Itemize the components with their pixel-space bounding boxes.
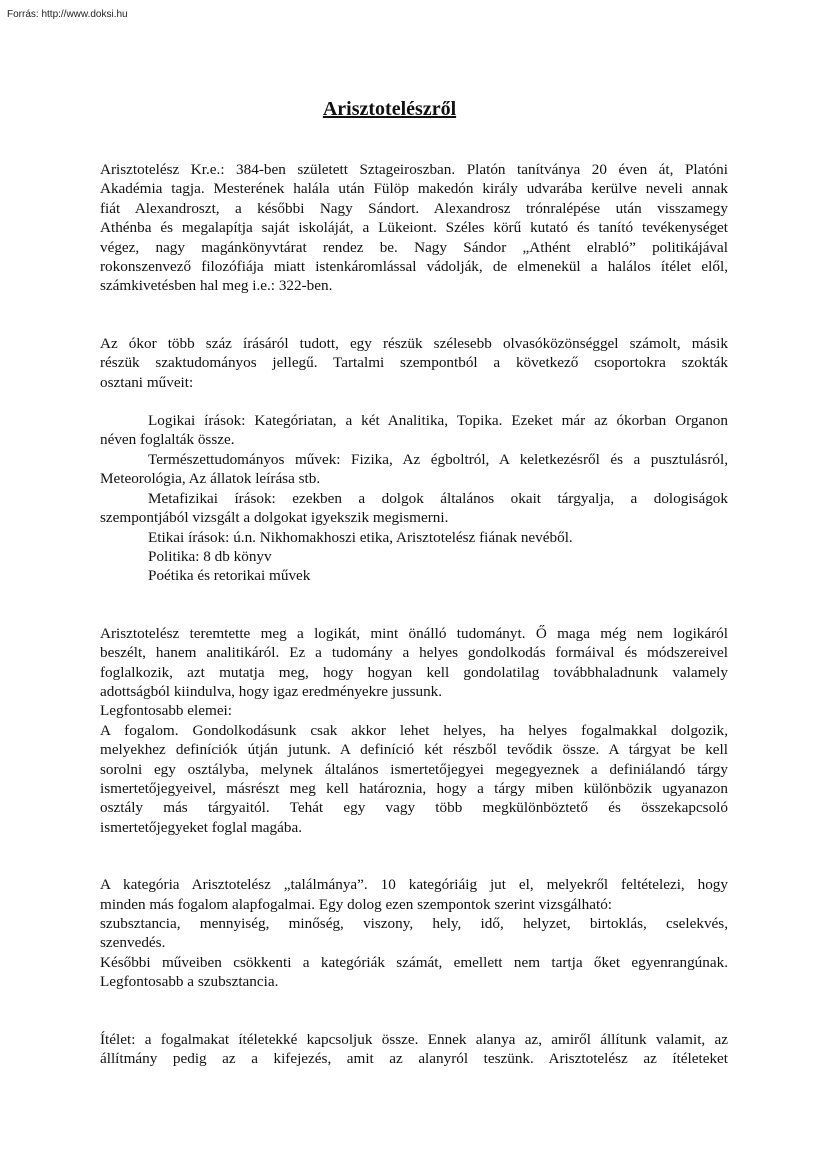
source-note: Forrás: http://www.doksi.hu: [7, 9, 128, 20]
text-line: A kategória Arisztotelész „találmánya”. 10 kategóriáig jut el, melyekről feltételezi, hogy: [100, 876, 728, 894]
text-line: Arisztotelész Kr.e.: 384-ben született Sztageiroszban. Platón tanítványa 20 éven át, Platóni: [100, 161, 728, 178]
paragraph-logic: [100, 624, 728, 721]
text-line: Athénba és megalapítja saját iskoláját, a Lükeiont. Széles körű kutató és tanító tevékenységet: [100, 219, 728, 237]
paragraph-categories: [100, 875, 728, 991]
text-line: osztani műveit:: [100, 373, 194, 391]
paragraph-judgment: [100, 1030, 728, 1069]
text-line: ismertetőjegyeivel, másrészt meg kell határoznia, hogy a tárgy miben különbözik ugyanazon: [100, 779, 728, 797]
text-line: állítmány pedig az a kifejezés, amit az alanyról teszünk. Arisztotelész az ítéleteket: [100, 1050, 728, 1068]
works-item-politics: Politika: 8 db könyv: [148, 547, 272, 565]
text-line: szenvedés.: [100, 934, 166, 952]
text-line: végez, nagy magánkönyvtárat rendez be. Nagy Sándor „Athént elrabló” politikájával: [100, 238, 728, 256]
text-line: beszélt, hanem analitikáról. Ez a tudomány a helyes gondolkodás formáival és módszereivel: [100, 644, 728, 662]
text-line: Akadémia tagja. Mesterének halála után Fülöp makedón király udvarába kerülve neveli annak: [100, 180, 728, 198]
text-line: adottságból kiindulva, hogy igaz eredményekre jussunk.: [100, 682, 443, 700]
paragraph-concept: [100, 721, 728, 837]
text-line: sorolni egy osztályba, melynek általános ismertetőjegyei megegyeznek a definiálandó tárgy: [100, 760, 728, 778]
text-line: Az ókor több száz írásáról tudott, egy részük szélesebb olvasóközönséggel számolt, másik: [100, 334, 728, 352]
works-item-nature: Természettudományos művek: Fizika, Az égboltról, A keletkezésről és a pusztulásról,: [148, 450, 728, 468]
text-line: foglalkozik, azt mutatja meg, hogy hogyan kell gondolatilag továbbhaladnunk valamely: [100, 663, 728, 681]
text-line: melyekhez definíciók útján jutunk. A definíció két részből tevődik össze. A tárgyat be kell: [100, 741, 728, 759]
text-line: Későbbi műveiben csökkenti a kategóriák számát, emellett nem tartja őket egyenrangúnak.: [100, 953, 728, 971]
text-line: néven foglalták össze.: [100, 431, 235, 449]
text-line: Legfontosabb a szubsztancia.: [100, 973, 279, 991]
text-line: számkivetésben hal meg i.e.: 322-ben.: [100, 277, 333, 295]
works-item-metaphysics: Metafizikai írások: ezekben a dolgok általános okait tárgyalja, a dologiságok: [148, 489, 728, 507]
text-line: Meteorológia, Az állatok leírása stb.: [100, 470, 321, 488]
paragraph-writings: [100, 334, 728, 392]
works-item-ethics: Etikai írások: ú.n. Nikhomakhoszi etika, Arisztotelész fiának nevéből.: [148, 528, 573, 546]
text-line: A fogalom. Gondolkodásunk csak akkor lehet helyes, ha helyes fogalmakkal dolgozik,: [100, 721, 728, 739]
elements-label: Legfontosabb elemei:: [100, 702, 233, 720]
works-list: [100, 411, 728, 586]
text-line: Arisztotelész teremtette meg a logikát, mint önálló tudományt. Ő maga még nem logikáról: [100, 624, 728, 642]
works-item-logic: Logikai írások: Kategóriatan, a két Analitika, Topika. Ezeket már az ókorban Organon: [148, 412, 728, 430]
works-item-poetics: Poétika és retorikai művek: [148, 567, 311, 585]
text-line: rokonszenvező filozófiája miatt istenkáromlással vádolják, de elmenekül a halálos ítélet elől,: [100, 258, 728, 276]
text-line: Ítélet: a fogalmakat ítéletekké kapcsoljuk össze. Ennek alanya az, amiről állítunk valamit, az: [100, 1030, 728, 1048]
document-body: [100, 160, 728, 1068]
paragraph-biography: [100, 160, 728, 296]
text-line: osztály más tárgyaitól. Tehát egy vagy több megkülönböztető és összekapcsoló: [100, 799, 728, 817]
text-line: részük szaktudományos jellegű. Tartalmi szempontból a következő csoportokra szokták: [100, 354, 728, 372]
text-line: szempontjából vizsgált a dolgokat igyekszik megismerni.: [100, 509, 449, 527]
page-title: Arisztotelészről: [322, 98, 457, 120]
text-line: szubsztancia, mennyiség, minőség, viszony, hely, idő, helyzet, birtoklás, cselekvés,: [100, 915, 728, 932]
text-line: ismertetőjegyeket foglal magába.: [100, 818, 302, 836]
text-line: fiát Alexandroszt, a későbbi Nagy Sándort. Alexandrosz trónralépése után visszamegy: [100, 199, 728, 217]
text-line: minden más fogalom alapfogalmai. Egy dolog ezen szempontok szerint vizsgálható:: [100, 895, 613, 913]
